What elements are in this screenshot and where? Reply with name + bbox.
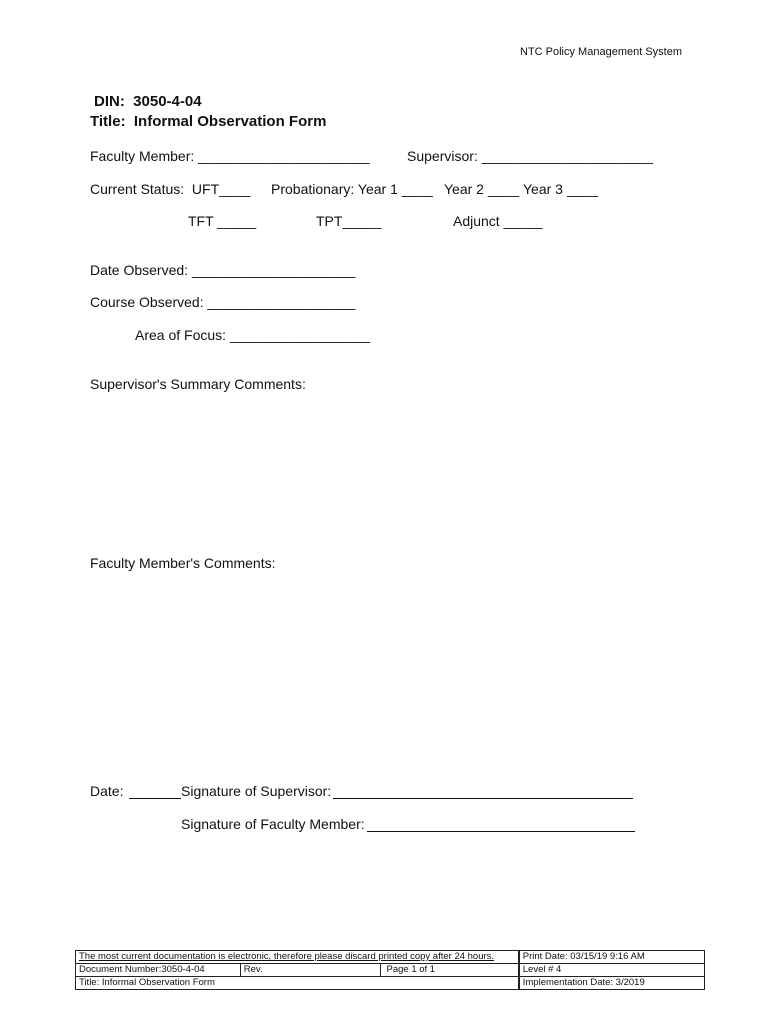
status-adjunct: Adjunct _____	[453, 213, 543, 229]
probationary-year2: Year 2 ____	[444, 181, 519, 197]
footer-level: Level # 4	[519, 964, 705, 977]
footer-notice: The most current documentation is electronic, therefore please discard printed copy after 24 hours.	[76, 951, 519, 964]
date-label: Date:	[90, 783, 124, 799]
probationary-year1: Probationary: Year 1 ____	[271, 181, 433, 197]
signature-supervisor-label: Signature of Supervisor:	[181, 783, 332, 799]
area-of-focus-field: Area of Focus: __________________	[135, 327, 371, 343]
supervisor-field: Supervisor: ______________________	[407, 148, 653, 164]
signature-faculty-label: Signature of Faculty Member:	[181, 816, 365, 832]
signature-faculty-line	[367, 831, 635, 832]
faculty-comments-label: Faculty Member's Comments:	[90, 555, 276, 571]
status-tft: TFT _____	[188, 213, 257, 229]
date-observed-field: Date Observed: _____________________	[90, 262, 356, 278]
footer-implementation-date: Implementation Date: 3/2019	[519, 977, 705, 990]
supervisor-comments-label: Supervisor's Summary Comments:	[90, 376, 306, 392]
date-line	[129, 798, 181, 799]
current-status-uft: Current Status: UFT____	[90, 181, 251, 197]
faculty-member-field: Faculty Member: ______________________	[90, 148, 370, 164]
footer-table	[75, 950, 705, 990]
course-observed-field: Course Observed: ___________________	[90, 294, 356, 310]
footer-rev: Rev.	[240, 964, 380, 977]
din-label: DIN: 3050-4-04	[94, 93, 202, 110]
footer-title: Title: Informal Observation Form	[76, 977, 519, 990]
footer-page: Page 1 of 1	[380, 964, 519, 977]
status-tpt: TPT_____	[316, 213, 382, 229]
signature-supervisor-line	[333, 798, 633, 799]
probationary-year3: Year 3 ____	[523, 181, 598, 197]
footer-print-date: Print Date: 03/15/19 9:16 AM	[519, 951, 705, 964]
system-name: NTC Policy Management System	[520, 46, 682, 58]
form-title: Title: Informal Observation Form	[90, 113, 327, 130]
footer-document-number: Document Number:3050-4-04	[76, 964, 241, 977]
